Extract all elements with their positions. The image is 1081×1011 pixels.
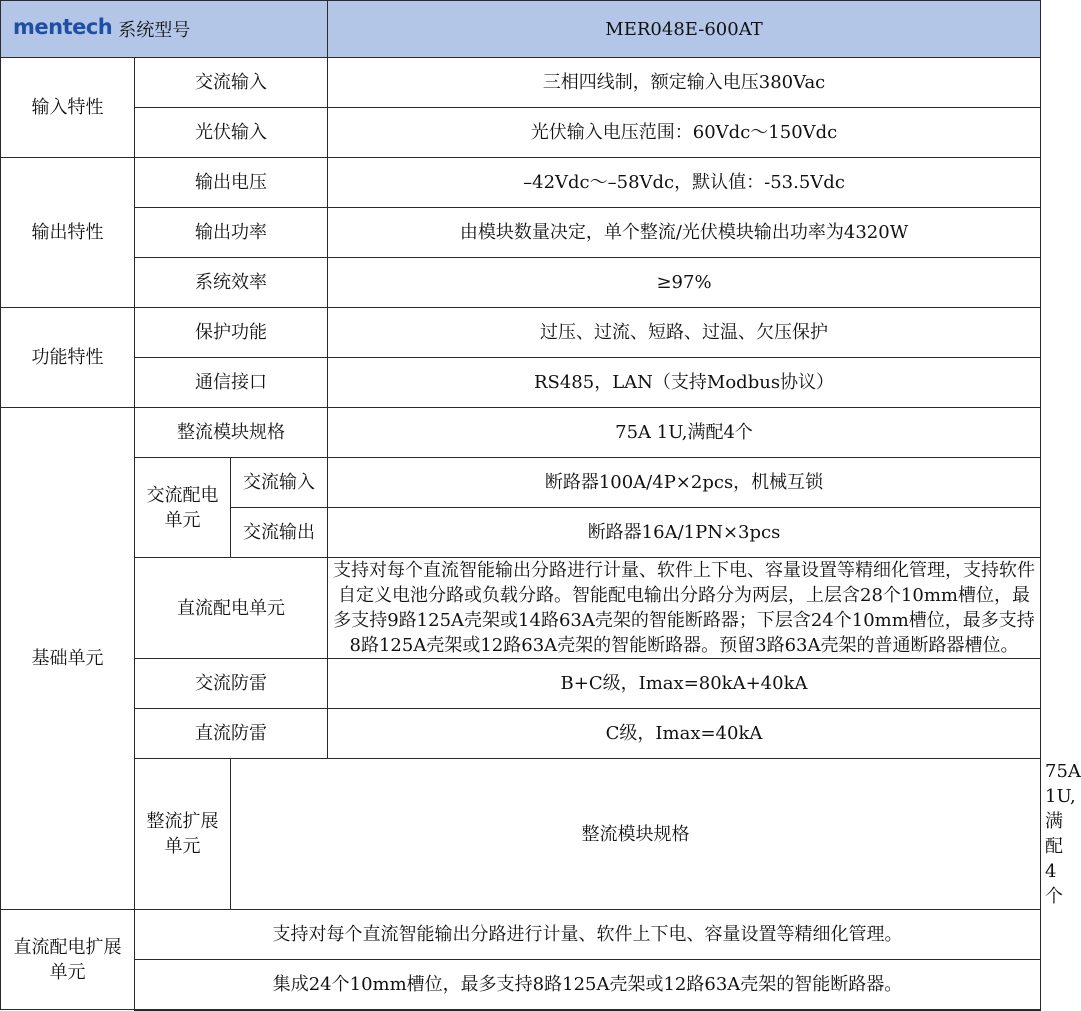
row-value: 过压、过流、短路、过温、欠压保护 (328, 308, 1041, 358)
mentech-logo: mentech (13, 15, 113, 39)
row-label: 交流输出 (231, 508, 328, 558)
model-label: 系统型号 (118, 20, 191, 41)
row-value: 断路器100A/4P×2pcs，机械互锁 (328, 458, 1041, 508)
row-label: 直流防雷 (135, 709, 328, 759)
table-row (1, 208, 1041, 258)
ac-dist-label: 交流配电单元 (135, 458, 231, 558)
category-dc-ext: 直流配电扩展单元 (1, 910, 135, 1010)
row-label: 保护功能 (135, 308, 328, 358)
table-row: 整流扩展单元 整流模块规格 75A 1U,满配 4个 (1, 759, 1041, 910)
row-label: 直流配电单元 (135, 558, 328, 659)
table-row (1, 258, 1041, 308)
table-row (1, 458, 1041, 508)
table-row (1, 308, 1041, 358)
row-label: 光伏输入 (135, 108, 328, 158)
table-row (1, 358, 1041, 408)
table-row (1, 158, 1041, 208)
category-output: 输出特性 (1, 158, 135, 308)
table-row (1, 960, 1041, 1010)
row-value: 集成24个10mm槽位，最多支持8路125A壳架或12路63A壳架的智能断路器。 (135, 960, 1041, 1010)
row-value: 支持对每个直流智能输出分路进行计量、软件上下电、容量设置等精细化管理。 (135, 910, 1041, 960)
row-value: 光伏输入电压范围：60Vdc～150Vdc (328, 108, 1041, 158)
table-row (1, 558, 1041, 659)
table-row (1, 659, 1041, 709)
table-row (1, 709, 1041, 759)
row-label: 输出功率 (135, 208, 328, 258)
row-label: 整流模块规格 (135, 408, 328, 458)
header-row (1, 1, 1041, 58)
category-rectifier-ext: 整流扩展单元 (135, 759, 231, 910)
brand-cell (1, 1, 328, 58)
category-function: 功能特性 (1, 308, 135, 408)
category-base: 基础单元 (1, 408, 135, 910)
row-label: 交流输入 (231, 458, 328, 508)
table-row (1, 408, 1041, 458)
row-value: –42Vdc～–58Vdc，默认值：-53.5Vdc (328, 158, 1041, 208)
row-label: 交流防雷 (135, 659, 328, 709)
row-value: RS485，LAN（支持Modbus协议） (328, 358, 1041, 408)
row-label: 系统效率 (135, 258, 328, 308)
row-value: 由模块数量决定，单个整流/光伏模块输出功率为4320W (328, 208, 1041, 258)
row-value: 三相四线制，额定输入电压380Vac (328, 58, 1041, 108)
row-value: 支持对每个直流智能输出分路进行计量、软件上下电、容量设置等精细化管理，支持软件自定义电池分路或负载分路。智能配电输出分路分为两层，上层含28个10mm槽位，最多支持9路125A壳架或14路63A壳架的智能断路器；下层含24个10mm槽位，最多支持8路125A壳架或12路63A壳架的智能断路器。预留3路63A壳架的普通断路器槽位。 (328, 558, 1041, 659)
row-value: 断路器16A/1PN×3pcs (328, 508, 1041, 558)
table-row (1, 108, 1041, 158)
row-label: 通信接口 (135, 358, 328, 408)
table-row (1, 58, 1041, 108)
row-value: ≥97% (328, 258, 1041, 308)
row-label: 整流模块规格 (231, 759, 1041, 910)
row-label: 交流输入 (135, 58, 328, 108)
row-value: C级，Imax=40kA (328, 709, 1041, 759)
row-value: 75A 1U,满配4个 (328, 408, 1041, 458)
model-value: MER048E-600AT (328, 1, 1041, 58)
table-row (1, 910, 1041, 960)
category-input: 输入特性 (1, 58, 135, 158)
row-label: 输出电压 (135, 158, 328, 208)
row-value: B+C级，Imax=80kA+40kA (328, 659, 1041, 709)
